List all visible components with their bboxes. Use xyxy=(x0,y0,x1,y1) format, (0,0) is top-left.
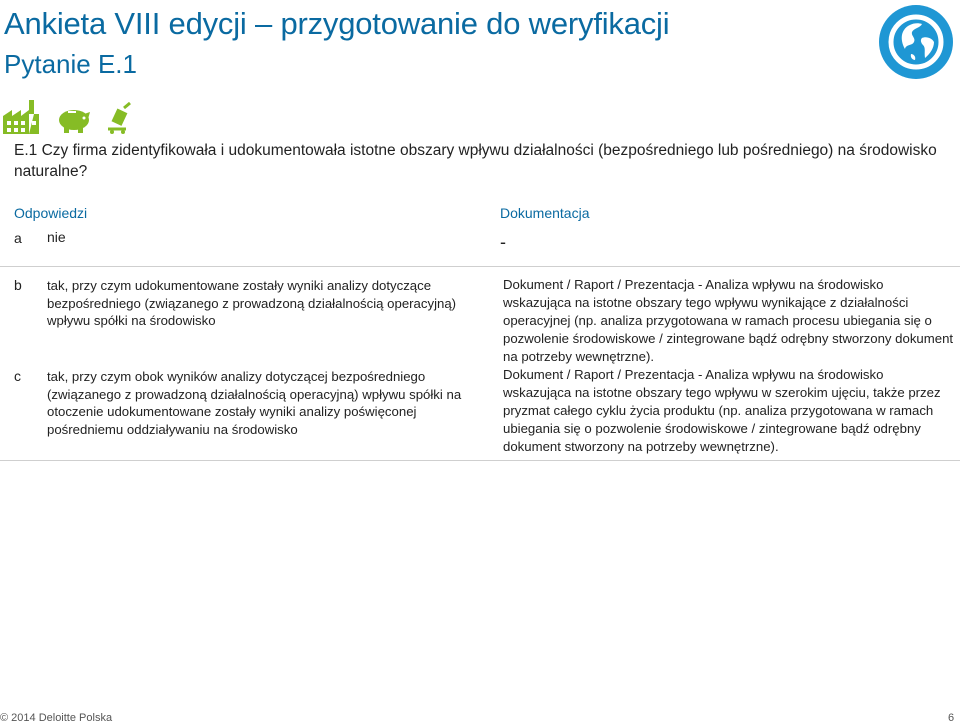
trolley-icon xyxy=(106,102,136,134)
row-a-answer: nie xyxy=(47,229,66,245)
row-b-letter: b xyxy=(14,277,22,293)
row-a-letter: a xyxy=(14,230,22,246)
row-divider xyxy=(0,266,960,267)
page-number: 6 xyxy=(948,712,955,724)
row-a-documentation: - xyxy=(500,232,506,252)
globe-icon xyxy=(878,4,954,80)
header-answers: Odpowiedzi xyxy=(14,205,88,221)
category-icons xyxy=(0,98,140,138)
row-b-documentation: Dokument / Raport / Prezentacja - Analiza wpływu na środowisko wskazująca na istotne obszary tego wpływu wynikające z działalności operacyjnej (np. analiza przygotowana w ramach procesu ubiegania się o pozwolenie środowiskowe / zintegrowane bądź odrębny stworzony dokument na potrzeby wewnętrzne). xyxy=(503,277,954,364)
row-c-letter: c xyxy=(14,368,21,384)
footer-copyright: © 2014 Deloitte Polska xyxy=(0,712,113,724)
piggy-bank-icon xyxy=(54,106,94,134)
question-text: E.1 Czy firma zidentyfikowała i udokumentowała istotne obszary wpływu działalności (bezpośredniego lub pośredniego) na środowisko naturalne? xyxy=(14,142,937,180)
factory-icon xyxy=(2,100,40,134)
table-bottom-rule xyxy=(0,460,960,461)
header-documentation: Dokumentacja xyxy=(500,205,590,221)
page-subtitle: Pytanie E.1 xyxy=(4,49,137,79)
row-b-answer: tak, przy czym udokumentowane zostały wyniki analizy dotyczące bezpośredniego (związanego z prowadzoną działalnością operacyjną) wpływu spółki na środowisko xyxy=(47,278,457,328)
page-title: Ankieta VIII edycji – przygotowanie do weryfikacji xyxy=(4,6,670,41)
row-c-answer: tak, przy czym obok wyników analizy dotyczącej bezpośredniego (związanego z prowadzoną działalnością operacyjną) wpływu spółki na otoczenie udokumentowane zostały wyniki analizy poświęconej pośredniemu oddziaływaniu na środowisko xyxy=(47,369,462,437)
row-c-documentation: Dokument / Raport / Prezentacja - Analiza wpływu na środowisko wskazująca na istotne obszary tego wpływu w szerokim ujęciu, także przez pryzmat całego cyklu życia produktu (np. analiza przygotowana w ramach ubiegania się o pozwolenie środowiskowe / zintegrowane bądź odrębny dokument stworzony na potrzeby wewnętrzne). xyxy=(503,367,941,454)
